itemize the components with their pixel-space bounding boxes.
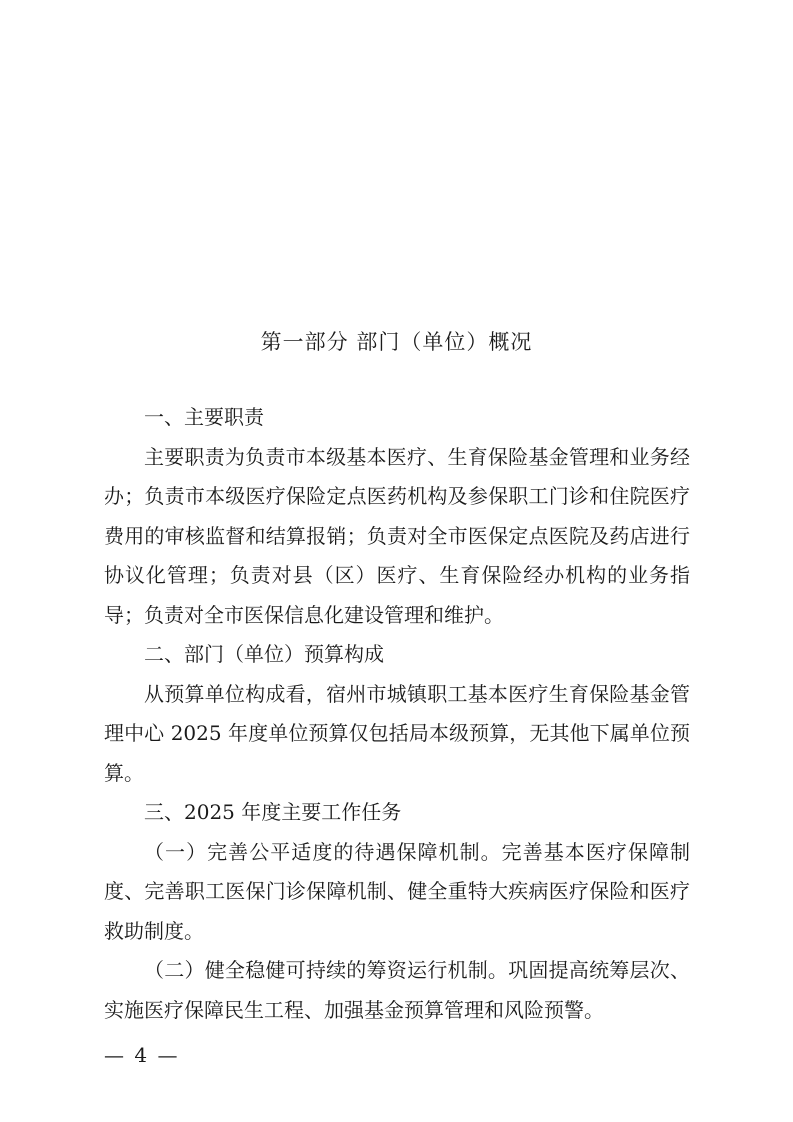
paragraph-budget-composition: 从预算单位构成看，宿州市城镇职工基本医疗生育保险基金管理中心 2025 年度单位预算仅包括局本级预算，无其他下属单位预算。 (104, 681, 690, 785)
paragraph-task-2: （二）健全稳健可持续的筹资运行机制。巩固提高统筹层次、实施医疗保障民生工程、加强基金预算管理和风险预警。 (104, 958, 690, 1022)
section-heading-tasks: 三、2025 年度主要工作任务 (144, 800, 402, 824)
page-number: — 4 — (104, 1043, 180, 1067)
section-heading-budget-composition: 二、部门（单位）预算构成 (144, 642, 384, 666)
section-heading-duties: 一、主要职责 (144, 405, 264, 429)
document-body (104, 398, 690, 1030)
paragraph-task-1: （一）完善公平适度的待遇保障机制。完善基本医疗保障制度、完善职工医保门诊保障机制、健全重特大疾病医疗保险和医疗救助制度。 (104, 839, 690, 943)
page-title: 第一部分 部门（单位）概况 (260, 330, 533, 354)
paragraph-duties: 主要职责为负责市本级基本医疗、生育保险基金管理和业务经办；负责市本级医疗保险定点医药机构及参保职工门诊和住院医疗费用的审核监督和结算报销；负责对全市医保定点医院及药店进行协议化管理；负责对县（区）医疗、生育保险经办机构的业务指导；负责对全市医保信息化建设管理和维护。 (104, 444, 690, 627)
